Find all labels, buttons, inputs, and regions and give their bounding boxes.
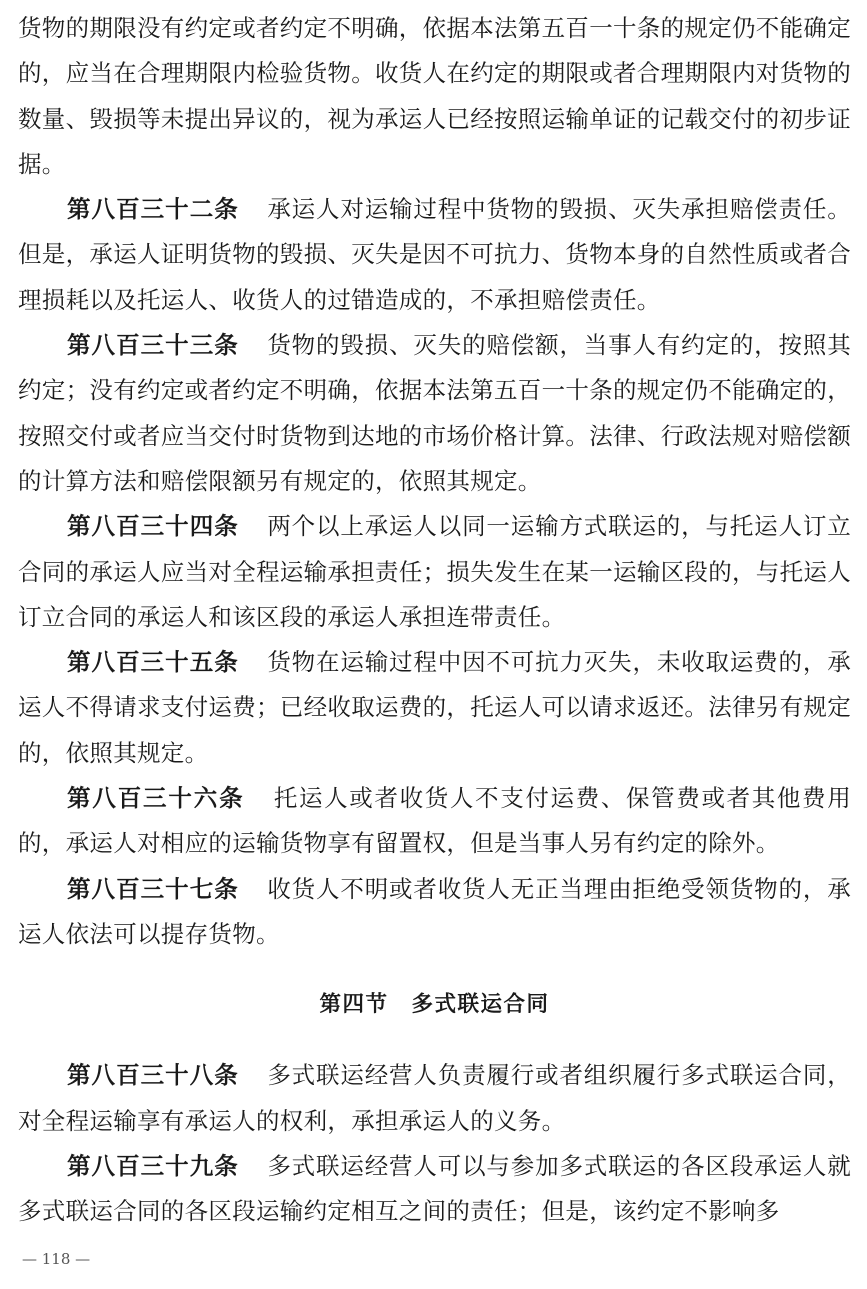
article-text: 多式联运经营人可以与参加多式联运的各区段承运人就多式联运合同的各区段运输约定相互之间的责任；但是，该约定不影响多 bbox=[18, 1151, 851, 1226]
article-number: 第八百三十二条 bbox=[67, 195, 239, 224]
article-number: 第八百三十九条 bbox=[67, 1151, 239, 1180]
page-number: — 118 — bbox=[22, 1250, 91, 1268]
article-837 bbox=[18, 867, 851, 958]
article-number: 第八百三十八条 bbox=[67, 1061, 239, 1090]
document-page bbox=[18, 6, 851, 1234]
article-833 bbox=[18, 323, 851, 504]
paragraph-text: 货物的期限没有约定或者约定不明确，依据本法第五百一十条的规定仍不能确定的，应当在合理期限内检验货物。收货人在约定的期限或者合理期限内对货物的数量、毁损等未提出异议的，视为承运人已经按照运输单证的记载交付的初步证据。 bbox=[18, 14, 851, 178]
article-text: 托运人或者收货人不支付运费、保管费或者其他费用的，承运人对相应的运输货物享有留置权，但是当事人另有约定的除外。 bbox=[18, 784, 852, 858]
article-836 bbox=[18, 776, 851, 867]
section-heading: 第四节 多式联运合同 bbox=[319, 992, 550, 1018]
article-838 bbox=[18, 1053, 851, 1144]
article-text: 承运人对运输过程中货物的毁损、灭失承担赔偿责任。但是，承运人证明货物的毁损、灭失是因不可抗力、货物本身的自然性质或者合理损耗以及托运人、收货人的过错造成的，不承担赔偿责任。 bbox=[18, 195, 851, 314]
article-834 bbox=[18, 504, 851, 640]
article-number: 第八百三十四条 bbox=[67, 512, 239, 541]
article-text: 多式联运经营人负责履行或者组织履行多式联运合同，对全程运输享有承运人的权利，承担承运人的义务。 bbox=[18, 1061, 851, 1135]
article-number: 第八百三十六条 bbox=[67, 784, 245, 813]
article-832 bbox=[18, 187, 851, 323]
article-text: 货物在运输过程中因不可抗力灭失，未收取运费的，承运人不得请求支付运费；已经收取运费的，托运人可以请求返还。法律另有规定的，依照其规定。 bbox=[18, 648, 851, 767]
article-number: 第八百三十七条 bbox=[67, 874, 239, 903]
article-text: 收货人不明或者收货人无正当理由拒绝受领货物的，承运人依法可以提存货物。 bbox=[18, 874, 851, 948]
article-839 bbox=[18, 1144, 851, 1235]
article-835 bbox=[18, 640, 851, 776]
article-text: 两个以上承运人以同一运输方式联运的，与托运人订立合同的承运人应当对全程运输承担责任；损失发生在某一运输区段的，与托运人订立合同的承运人和该区段的承运人承担连带责任。 bbox=[18, 512, 851, 631]
article-number: 第八百三十五条 bbox=[67, 648, 239, 677]
article-number: 第八百三十三条 bbox=[67, 331, 239, 360]
article-text: 货物的毁损、灭失的赔偿额，当事人有约定的，按照其约定；没有约定或者约定不明确，依据本法第五百一十条的规定仍不能确定的，按照交付或者应当交付时货物到达地的市场价格计算。法律、行政法规对赔偿额的计算方法和赔偿限额另有规定的，依照其规定。 bbox=[18, 331, 851, 495]
continued-paragraph bbox=[18, 6, 851, 187]
